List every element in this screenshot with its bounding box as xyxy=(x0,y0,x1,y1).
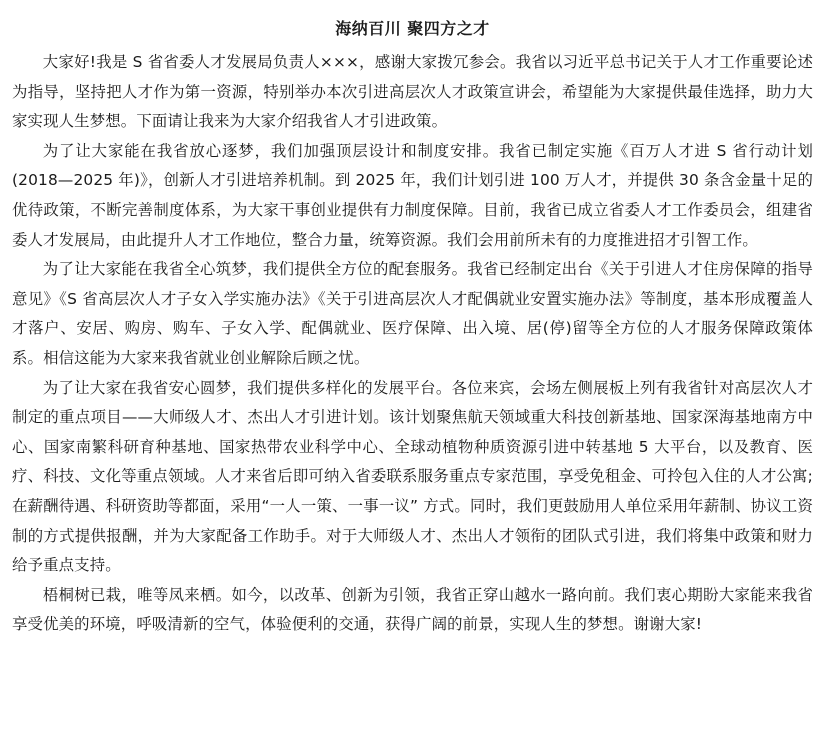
closing-paragraph-wrap xyxy=(12,581,813,640)
paragraph-greeting: 大家好!我是 S 省省委人才发展局负责人×××，感谢大家拨冗参会。我省以习近平总书记关于人才工作重要论述为指导，坚持把人才作为第一资源，特别举办本次引进高层次人才政策宣讲会，希望能为大家提供最佳选择，助力大家实现人生梦想。下面请让我来为大家介绍我省人才引进政策。 xyxy=(12,53,813,131)
document-title: 海纳百川 聚四方之才 xyxy=(335,19,490,38)
paragraph-development-platforms: 为了让大家在我省安心圆梦，我们提供多样化的发展平台。各位来宾，会场左侧展板上列有我省针对高层次人才制定的重点项目——大师级人才、杰出人才引进计划。该计划聚焦航天领域重大科技创新基地、国家深海基地南方中心、国家南繁科研育种基地、国家热带农业科学中心、全球动植物种质资源引进中转基地 5 大平台，以及教育、医疗、科技、文化等重点领域。人才来省后即可纳入省委联系服务重点专家范围，享受免租金、可拎包入住的人才公寓;在薪酬待遇、科研资助等都面，采用“一人一策、一事一议” 方式。同时，我们更鼓励用人单位采用年薪制、协议工资制的方式提供报酬，并为大家配备工作助手。对于大师级人才、杰出人才领衔的团队式引进，我们将集中政策和财力给予重点支持。 xyxy=(12,378,813,575)
paragraph-top-level-design: 为了让大家能在我省放心逐梦，我们加强顶层设计和制度安排。我省已制定实施《百万人才进 S 省行动计划(2018—2025 年)》，创新人才引进培养机制。到 2025 年，我们计划引进 100 万人才，并提供 30 条含金量十足的优待政策，不断完善制度体系，为大家干事创业提供有力制度保障。目前，我省已成立省委人才工作委员会，组建省委人才发展局，由此提升人才工作地位，整合力量，统筹资源。我们会用前所未有的力度推进招才引智工作。 xyxy=(12,141,813,249)
paragraph-closing: 梧桐树已栽，唯等凤来栖。如今，以改革、创新为引领，我省正穿山越水一路向前。我们衷心期盼大家能来我省享受优美的环境，呼吸清新的空气，体验便利的交通，获得广阔的前景，实现人生的梦想。谢谢大家! xyxy=(12,585,813,634)
paragraph-supporting-services: 为了让大家能在我省全心筑梦，我们提供全方位的配套服务。我省已经制定出台《关于引进人才住房保障的指导意见》《S 省高层次人才子女入学实施办法》《关于引进高层次人才配偶就业安置实施办法》等制度，基本形成覆盖人才落户、安居、购房、购车、子女入学、配偶就业、医疗保障、出入境、居(停)留等全方位的人才服务保障政策体系。相信这能为大家来我省就业创业解除后顾之忧。 xyxy=(12,260,813,367)
